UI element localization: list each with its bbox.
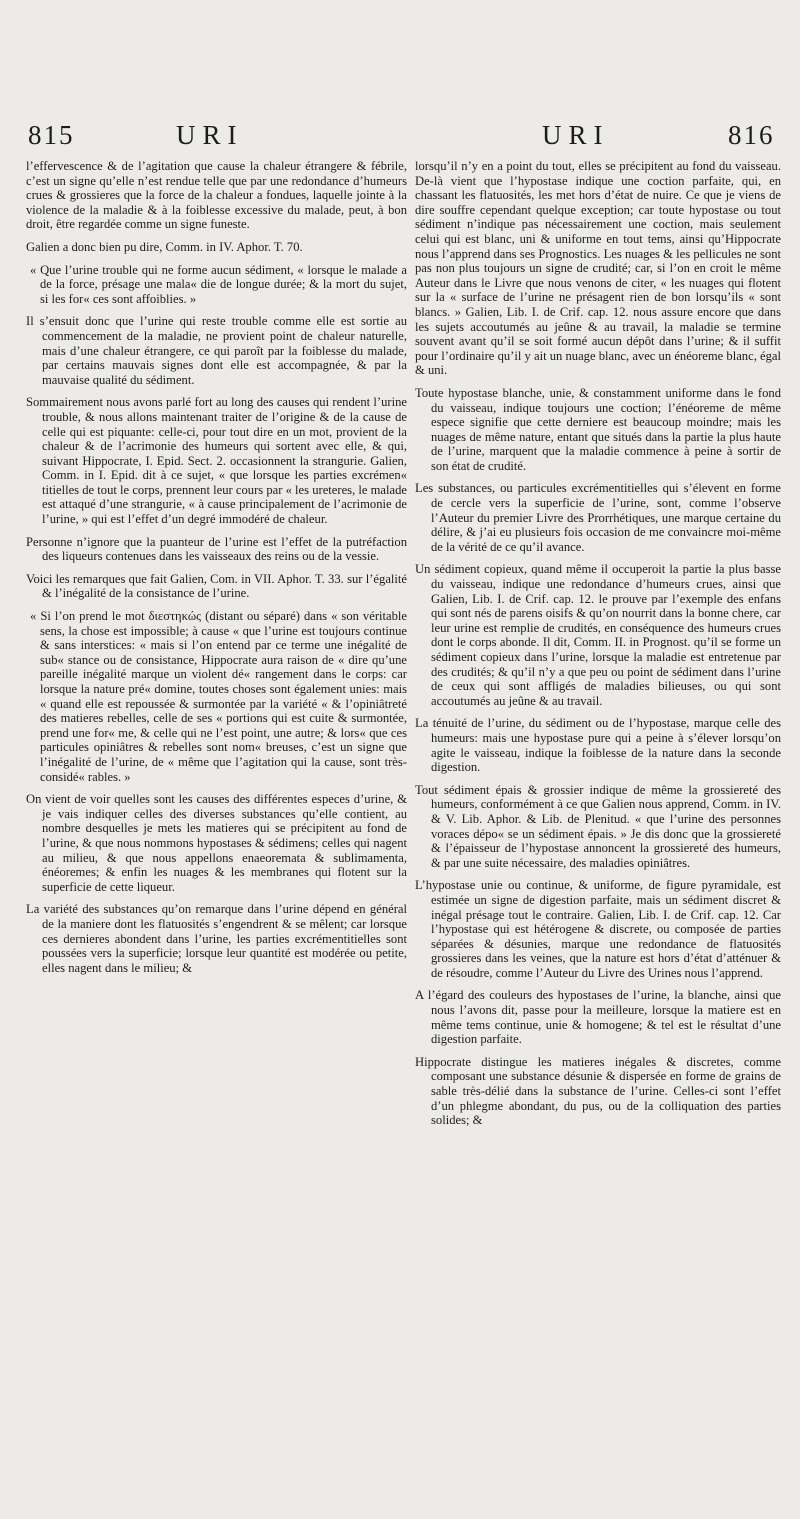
paragraph: On vient de voir quelles sont les causes des différentes especes d’urine, & je vais indiquer celles des diverses substances qu’elle contient, au nombre desquelles je mets les matieres qui se précipitent au fond de l’urine, & que nous nommons hypostases & sédimens; celles qui nagent au milieu, & que nous appellons enaeoremata & sublimamenta, énéoremes; & enfin les nuages & les membranes qui flotent sur la superficie de cette liqueur. xyxy=(26,792,407,894)
paragraph: La ténuité de l’urine, du sédiment ou de l’hypostase, marque celle des humeurs: mais une hypostase pure qui a peine à s’élever lorsqu’on agite le vaisseau, indique la foiblesse de la nature dans la seconde digestion. xyxy=(415,716,781,775)
paragraph: lorsqu’il n’y en a point du tout, elles se précipitent au fond du vaisseau. De-là vient que l’hypostase indique une coction parfaite, qui, en chassant les flatuosités, les met hors d’état de nuire. Ce que je viens de dire souffre cependant quelque exception; car toute hypostase ou tout sédiment n’indique pas nécessairement une coction, mais seulement celui qui est blanc, uni & uniforme en tout tems, ainsi qu’Hippocrate nous l’apprend dans ses Prognostics. Les nuages & les pellicules ne sont pas non plus toujours un signe de crudité; car, si l’on en croit le même Auteur dans le Livre que nous venons de citer, « les nuages qui flotent sur la « surface de l’urine ne présagent rien de bon lorsqu’ils « sont blancs. » Galien, Lib. I. de Crif. cap. 12. nous assure encore que dans les sujets accoutumés au jeûne & au travail, la maladie se termine souvent avant qu’il se soit formé aucun dépôt dans l’urine; & il suffit pour l’ordinaire qu’il y ait un nuage blanc, avec un énéoreme blanc, égal & uni. xyxy=(415,159,781,378)
paragraph: La variété des substances qu’on remarque dans l’urine dépend en général de la maniere dont les flatuosités s’engendrent & se mêlent; car lorsque ces dernieres abondent dans l’urine, les parties excrémentitielles sont poussées vers la superficie; lorsque leur quantité est modérée ou petite, elles nagent dans le milieu; & xyxy=(26,902,407,975)
left-running-title: URI xyxy=(176,120,244,150)
quotation: « Que l’urine trouble qui ne forme aucun sédiment, « lorsque le malade a de la force, présage une mala« die de longue durée; & la mort du sujet, si les for« ces sont affoiblies. » xyxy=(30,262,407,306)
paragraph: Personne n’ignore que la puanteur de l’urine est l’effet de la putréfaction des liqueurs contenues dans les vaisseaux des reins ou de la vessie. xyxy=(26,534,407,564)
paragraph: l’effervescence & de l’agitation que cause la chaleur étrangere & fébrile, c’est un signe qu’elle n’est rendue telle que par une redondance d’humeurs crues & grossieres que la force de la chaleur a fondues, laquelle jointe à la violence de la maladie & à la foiblesse excessive du malade, peut, à bon droit, être regardée comme un signe funeste. xyxy=(26,159,407,232)
running-header xyxy=(0,120,800,156)
paragraph: A l’égard des couleurs des hypostases de l’urine, la blanche, ainsi que nous l’avons dit, passe pour la meilleure, lorsque la matiere est en même tems continue, unie & homogene; & tel est le résultat d’une digestion parfaite. xyxy=(415,988,781,1047)
paragraph: Galien a donc bien pu dire, Comm. in IV. Aphor. T. 70. xyxy=(26,239,303,254)
left-page-number: 815 xyxy=(28,120,75,150)
paragraph: Un sédiment copieux, quand même il occuperoit la partie la plus basse du vaisseau, indique une redondance d’humeurs crues, ainsi que Galien, Lib. I. de Crif. cap. 12. le prouve par l’exemple des enfans qui sont nés de parens oisifs & qu’on nourrit dans la bonne chere, car leur urine est remplie de crudités, en conséquence des humeurs crues dont le corps abonde. Il dit, Comm. II. in Prognost. qu’il se forme un sédiment copieux dans l’urine, lorsque la maladie est entretenue par des crudités; & qu’il n’y a que peu ou point de sédiment dans l’urine de ceux qui sont affligés de maladies bilieuses, ou qui sont accoutumés au jeûne & au travail. xyxy=(415,562,781,708)
right-text-column xyxy=(415,159,781,1136)
left-text-column xyxy=(26,159,407,983)
paragraph: L’hypostase unie ou continue, & uniforme, de figure pyramidale, est estimée un signe de digestion parfaite, mais un sédiment discret & inégal présage tout le contraire. Galien, Lib. I. de Crif. cap. 12. Car l’hypostase qui est hétérogene & discrete, ou composée de parties séparées & désunies, marque une redondance de flatuosités grossieres dans les veines, que la nature est hors d’état d’atténuer & de résoudre, comme l’Auteur du Livre des Urines nous l’apprend. xyxy=(415,878,781,980)
paragraph: Toute hypostase blanche, unie, & constamment uniforme dans le fond du vaisseau, indique toujours une coction; l’énéoreme de même espece signifie que cette derniere est beaucoup moindre; mais les nuages de même nature, entant que situés dans la partie la plus haute de l’urine, marquent que la maladie commence à peine à sortir de son état de crudité. xyxy=(415,385,781,473)
paragraph: Voici les remarques que fait Galien, Com. in VII. Aphor. T. 33. sur l’égalité & l’inégalité de la consistance de l’urine. xyxy=(26,571,407,601)
paragraph: Il s’ensuit donc que l’urine qui reste trouble comme elle est sortie au commencement de la maladie, ne provient point de chaleur naturelle, mais d’une chaleur étrangere, ce qui paroît par la foiblesse du malade, par certains mauvais signes dont elle est accompagnée, & par la mauvaise qualité du sédiment. xyxy=(26,314,407,387)
right-running-title: URI xyxy=(542,120,610,150)
quotation: « Si l’on prend le mot διεστηκώς (distant ou séparé) dans « son véritable sens, la chose est impossible; à cause « que l’urine est toujours continue & sans interstices: « mais si l’on entend par ce terme une inégalité de sub« stance ou de consistance, Hippocrate aura raison de « dire qu’une pareille inégalité marque un violent dé« rangement dans le corps: car lorsque la nature pré« domine, toutes choses sont également unies: mais « quand elle est repoussée & surmontée par la variété « & l’opiniâtreté des matieres rebelles, celle de ses « portions qui est cuite & surmontée, prend une for« me, & celle qui ne l’est point, une autre; & lors« que ces particules opiniâtres & rebelles sont nom« breuses, c’est un signe que l’inégalité de l’urine, de « même que l’agitation qui la cause, sont très-considé« rables. » xyxy=(30,609,407,784)
right-page-number: 816 xyxy=(728,120,775,150)
paragraph: Les substances, ou particules excrémentitielles qui s’élevent en forme de cercle vers la superficie de l’urine, sont, comme l’observe l’Auteur du premier Livre des Prorrhétiques, une marque certaine du délire, & j’ai eu plusieurs fois occasion de me convaincre moi-même de la vérité de ce qu’il avance. xyxy=(415,481,781,554)
paragraph: Tout sédiment épais & grossier indique de même la grossiereté des humeurs, conformément à ce que Galien nous apprend, Comm. in IV. & V. Lib. Aphor. & Lib. de Plenitud. « que l’urine des personnes voraces dépo« se un sédiment épais. » Je dis donc que la grossiereté & l’épaisseur de l’hypostase annoncent la grossiereté des humeurs, & par une suite nécessaire, des maladies opiniâtres. xyxy=(415,782,781,870)
paragraph: Hippocrate distingue les matieres inégales & discretes, comme composant une substance désunie & dispersée en forme de grains de sable très-délié dans la substance de l’urine. Celles-ci sont l’effet d’un phlegme abondant, du pus, ou de la colliquation des parties solides; & xyxy=(415,1054,781,1128)
paragraph: Sommairement nous avons parlé fort au long des causes qui rendent l’urine trouble, & nous allons maintenant traiter de l’origine & de la cause de celle qui est piquante: celle-ci, pour tout dire en un mot, provient de la chaleur & de l’acrimonie des humeurs qui sortent avec elle, & qui, suivant Hippocrate, I. Epid. Sect. 2. occasionnent la strangurie. Galien, Comm. in I. Epid. dit à ce sujet, « que lorsque les parties excrémen« titielles de tout le corps, prennent leur cours par « les ureteres, le malade est attaqué d’une strangurie, « à cause principalement de l’acrimonie de l’urine, » qui est l’effet d’un degré immodéré de chaleur. xyxy=(26,395,407,527)
